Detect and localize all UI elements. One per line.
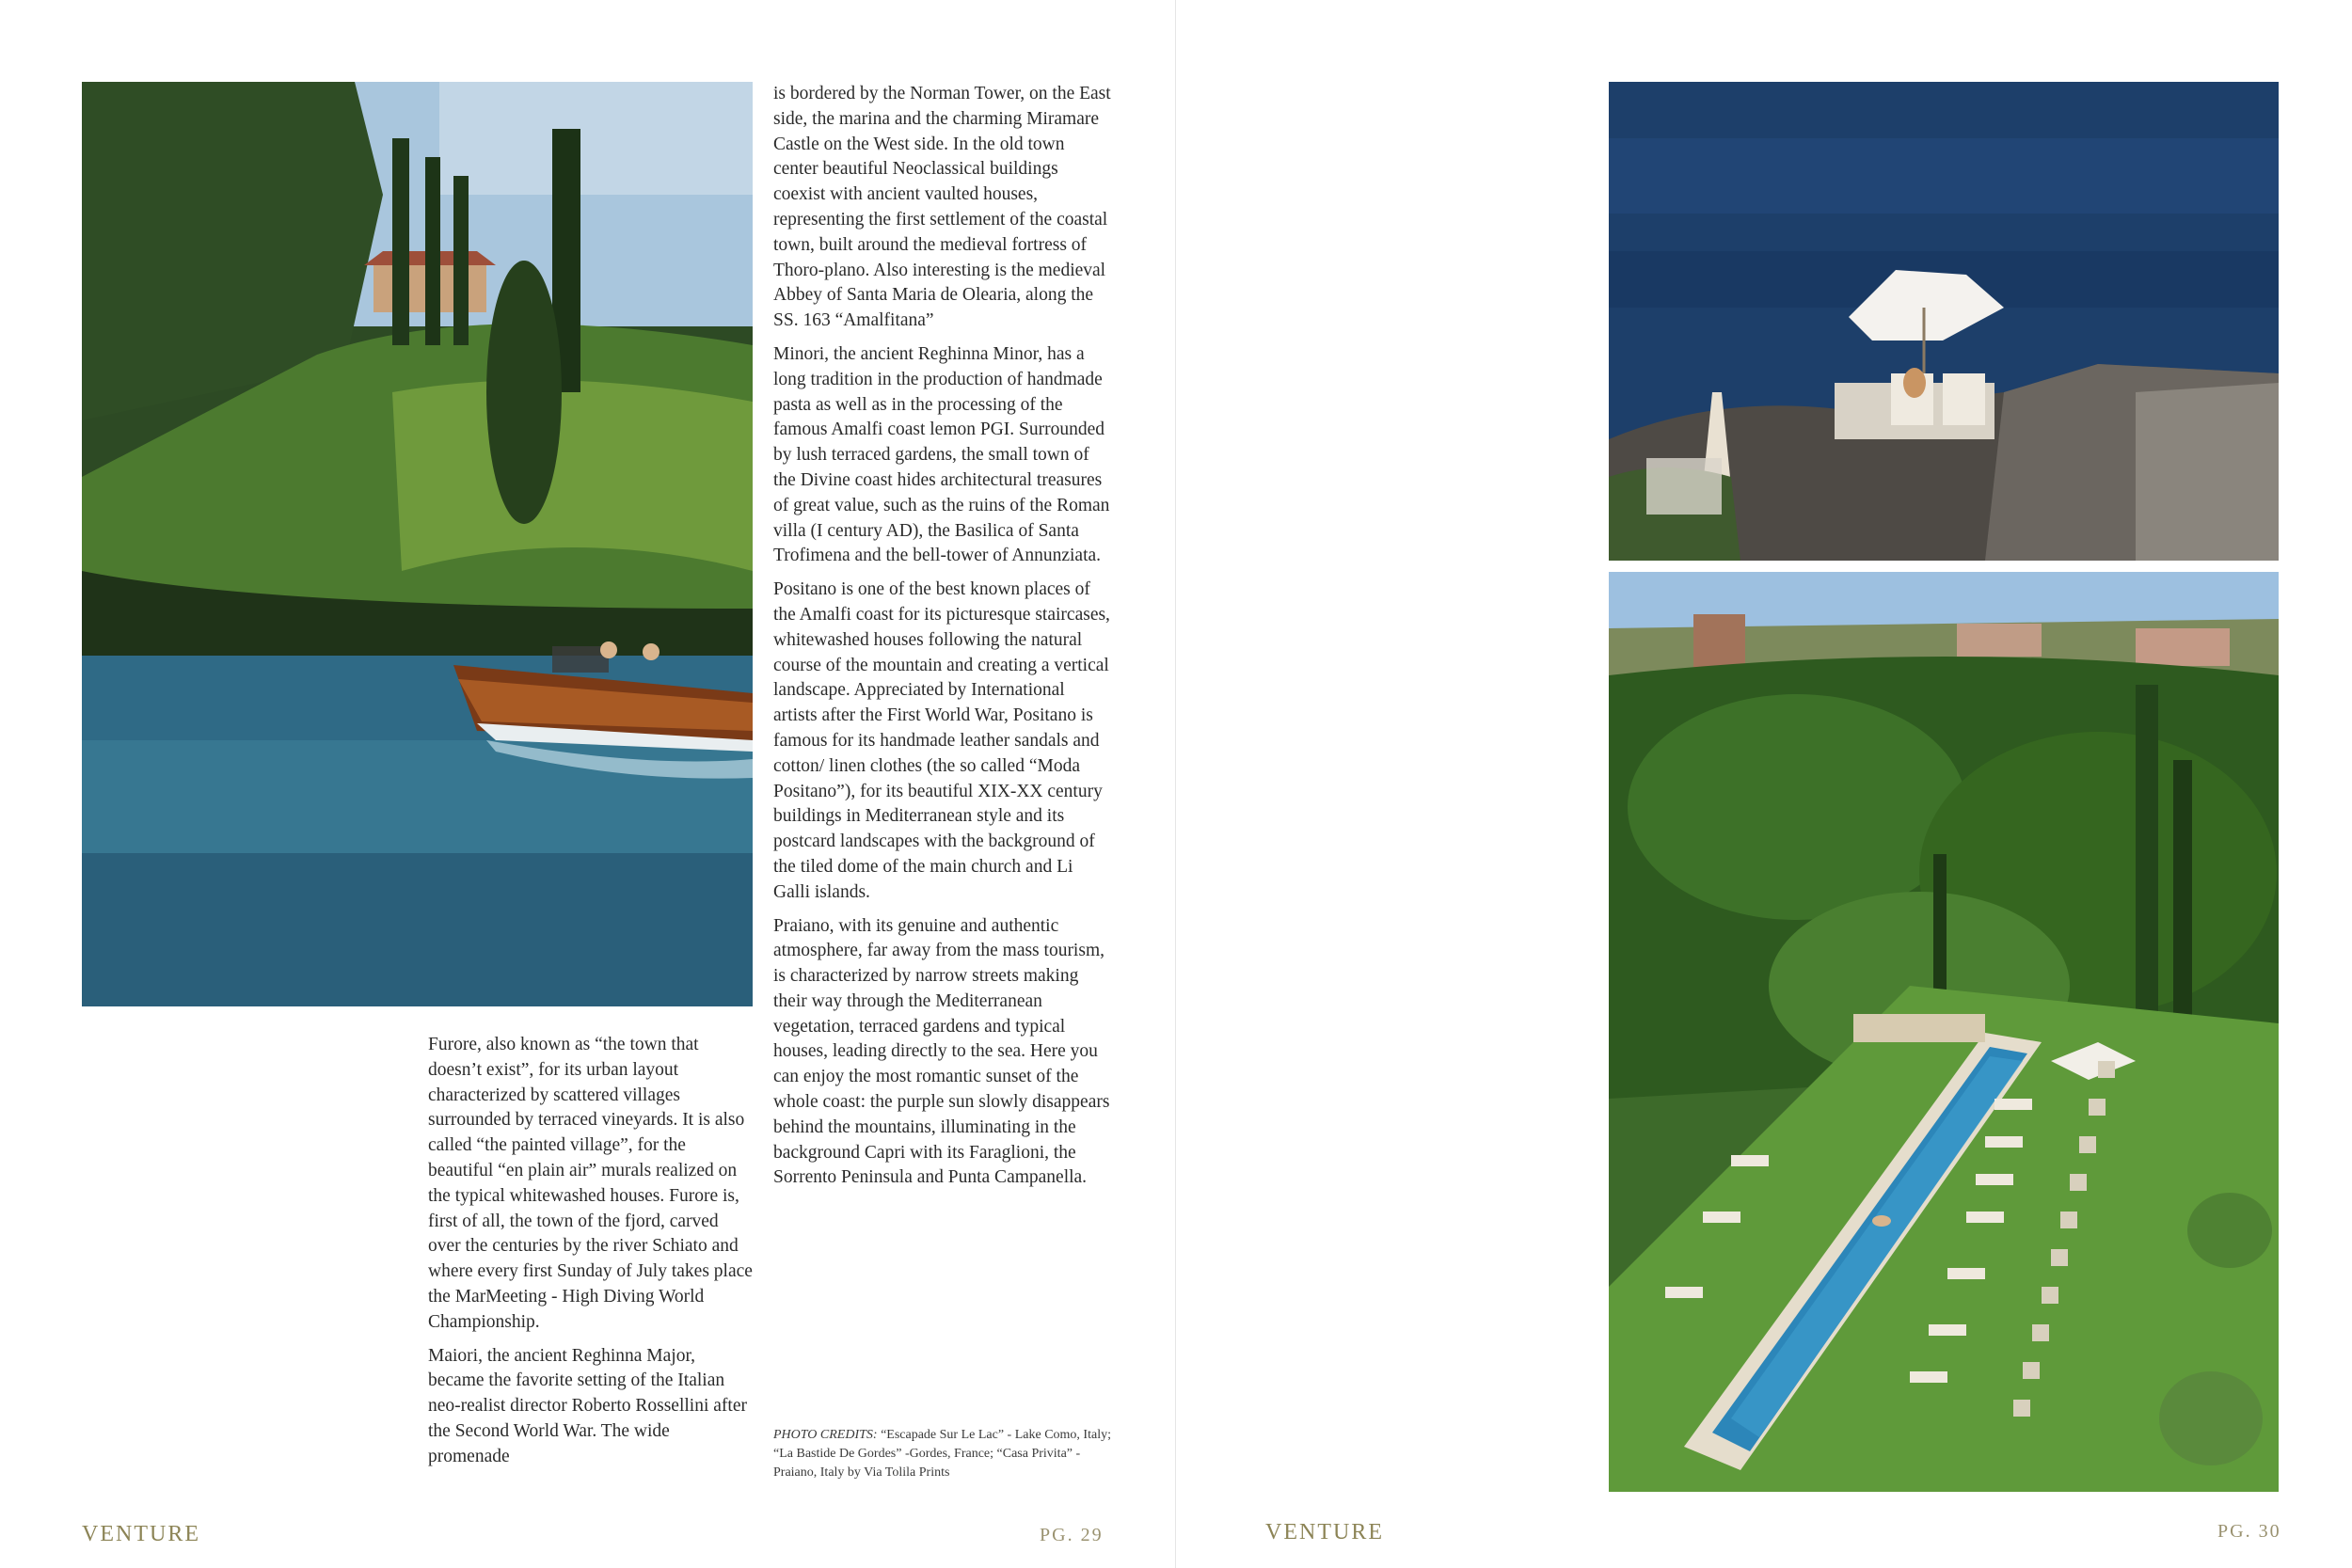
footer-brand-left: VENTURE [82, 1522, 200, 1546]
paragraph-maiori: Maiori, the ancient Reghinna Major, became the favorite setting of the Italian neo-realist director Roberto Rossellini after the Second World War. The wide promenade [428, 1345, 747, 1466]
paragraph-maiori-continued: is bordered by the Norman Tower, on the East side, the marina and the charming Miramare Castle on the West side. In the old town center beautiful Neoclassical buildings coexist with ancient vaulted houses, representing the first settlement of the coastal town, built around the medieval fortress of Thoro-plano. Also interesting is the medieval Abbey of Santa Maria de Olearia, along the SS. 163 “Amalfitana” [773, 84, 1111, 331]
paragraph-positano: Positano is one of the best known places of the Amalfi coast for its picturesque staircases, whitewashed houses following the natural course of the mountain and creating a vertical landscape. Appreciated by International artists after the First World War, Positano is famous for its handmade leather sandals and cotton/ linen clothes (the so called “Moda Positano”), for its beautiful XIX-XX century buildings in Mediterranean style and its postcard landscapes with the background of the tiled dome of the main church and Li Galli islands. [773, 579, 1110, 902]
paragraph-furore: Furore, also known as “the town that doesn’t exist”, for its urban layout characterized by scattered villages surrounded by terraced vineyards. It is also called “the painted village”, for the beautiful “en plain air” murals realized on the typical whitewashed houses. Furore is, first of all, the town of the fjord, carved over the centuries by the river Schiato and where every first Sunday of July takes place the MarMeeting - High Diving World Championship. [428, 1035, 753, 1332]
spread-divider [1175, 0, 1176, 1568]
credits-label: PHOTO CREDITS: [773, 1428, 878, 1442]
footer-brand-right: VENTURE [1265, 1520, 1384, 1544]
credits-text: “Escapade Sur Le Lac” - Lake Como, Italy; “La Bastide De Gordes” -Gordes, France; “Casa Privita” - Praiano, Italy by Via Tolila Prints [773, 1428, 1111, 1480]
text-column-right [773, 82, 1112, 1199]
paragraph-minori: Minori, the ancient Reghinna Minor, has a long tradition in the production of handmade pasta as well as in the processing of the famous Amalfi coast lemon PGI. Surrounded by lush terraced gardens, the small town of the Divine coast hides architectural treasures of great value, such as the ruins of the Roman villa (I century AD), the Basilica of Santa Trofimena and the bell-tower of Annunziata. [773, 343, 1110, 566]
paragraph-praiano: Praiano, with its genuine and authentic atmosphere, far away from the mass tourism, is characterized by narrow streets making their way through the Mediterranean vegetation, terraced gardens and typical houses, leading directly to the sea. Here you can enjoy the most romantic sunset of the whole coast: the purple sun slowly disappears behind the mountains, illuminating in the background Capri with its Faraglioni, the Sorrento Peninsula and Punta Campanella. [773, 915, 1110, 1188]
page-number-left: PG. 29 [1040, 1525, 1104, 1545]
photo-sea-umbrella [1609, 82, 2279, 561]
photo-credits [773, 1426, 1112, 1482]
text-column-left [428, 1033, 753, 1479]
photo-garden-pool [1609, 572, 2279, 1492]
photo-lake-boat [82, 82, 753, 1006]
page-number-right: PG. 30 [2217, 1521, 2281, 1542]
